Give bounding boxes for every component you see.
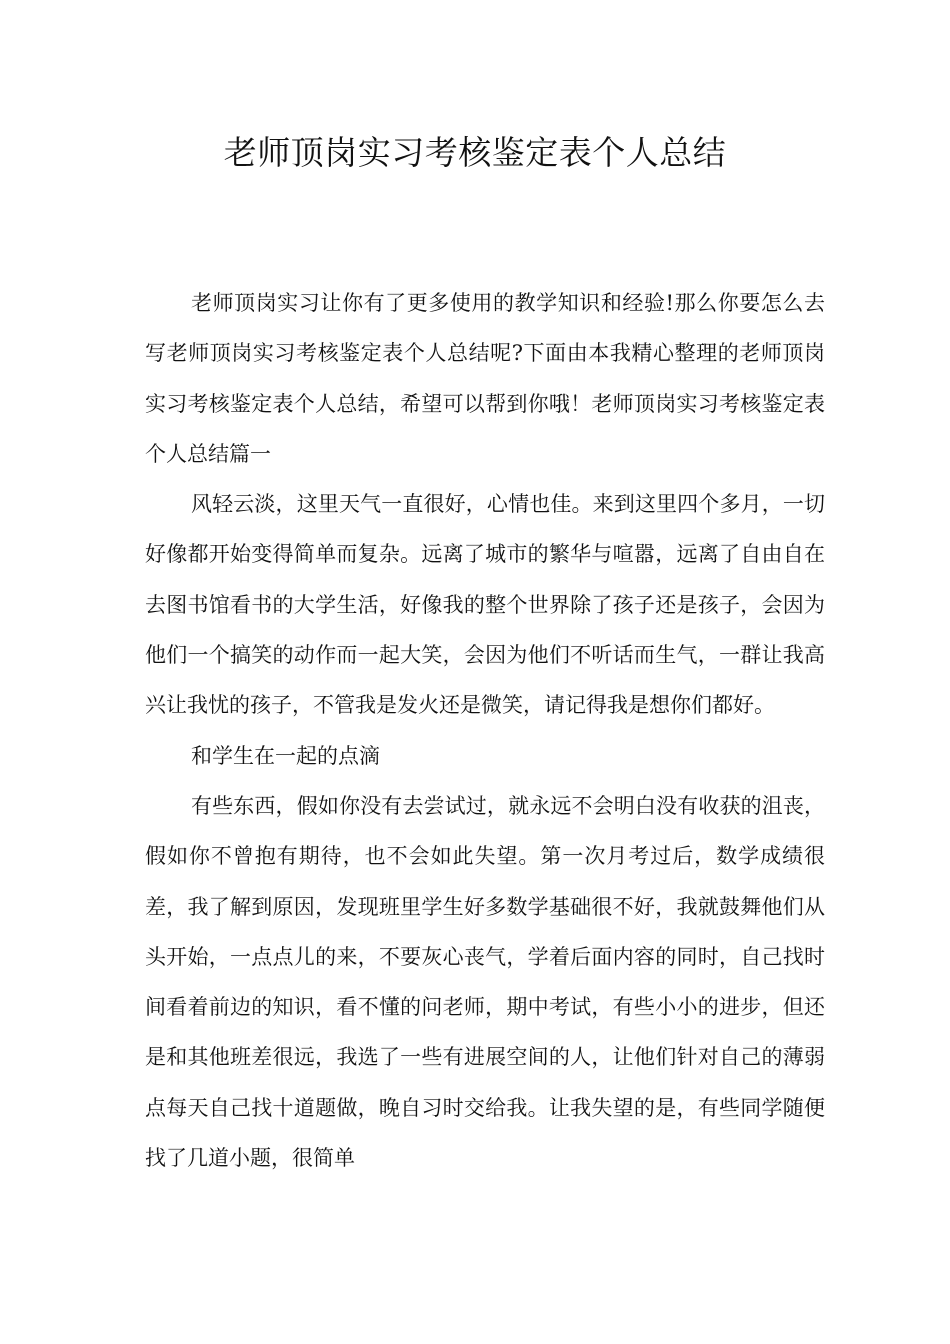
paragraph-weather: 风轻云淡，这里天气一直很好，心情也佳。来到这里四个多月，一切好像都开始变得简单而复杂。远离了城市的繁华与喧嚣，远离了自由自在去图书馆看书的大学生活，好像我的整个世界除了孩子还是孩子，会因为他们一个搞笑的动作而一起大笑，会因为他们不听话而生气，一群让我高兴让我忧的孩子，不管我是发火还是微笑，请记得我是想你们都好。	[145, 492, 825, 718]
paragraph-students: 有些东西，假如你没有去尝试过，就永远不会明白没有收获的沮丧，假如你不曾抱有期待，也不会如此失望。第一次月考过后，数学成绩很差，我了解到原因，发现班里学生好多数学基础很不好，我就鼓舞他们从头开始，一点点儿的来，不要灰心丧气，学着后面内容的同时，自己找时间看着前边的知识，看不懂的问老师，期中考试，有些小小的进步，但还是和其他班差很远，我选了一些有进展空间的人，让他们针对自己的薄弱点每天自己找十道题做，晚自习时交给我。让我失望的是，有些同学随便找了几道小题，很简单	[145, 793, 825, 1171]
document-title: 老师顶岗实习考核鉴定表个人总结	[223, 133, 727, 172]
section-heading: 和学生在一起的点滴	[191, 743, 380, 768]
document-body	[145, 278, 825, 1183]
paragraph-intro: 老师顶岗实习让你有了更多使用的教学知识和经验!那么你要怎么去写老师顶岗实习考核鉴定表个人总结呢?下面由本我精心整理的老师顶岗实习考核鉴定表个人总结，希望可以帮到你哦！老师顶岗实习考核鉴定表个人总结篇一	[145, 291, 825, 466]
